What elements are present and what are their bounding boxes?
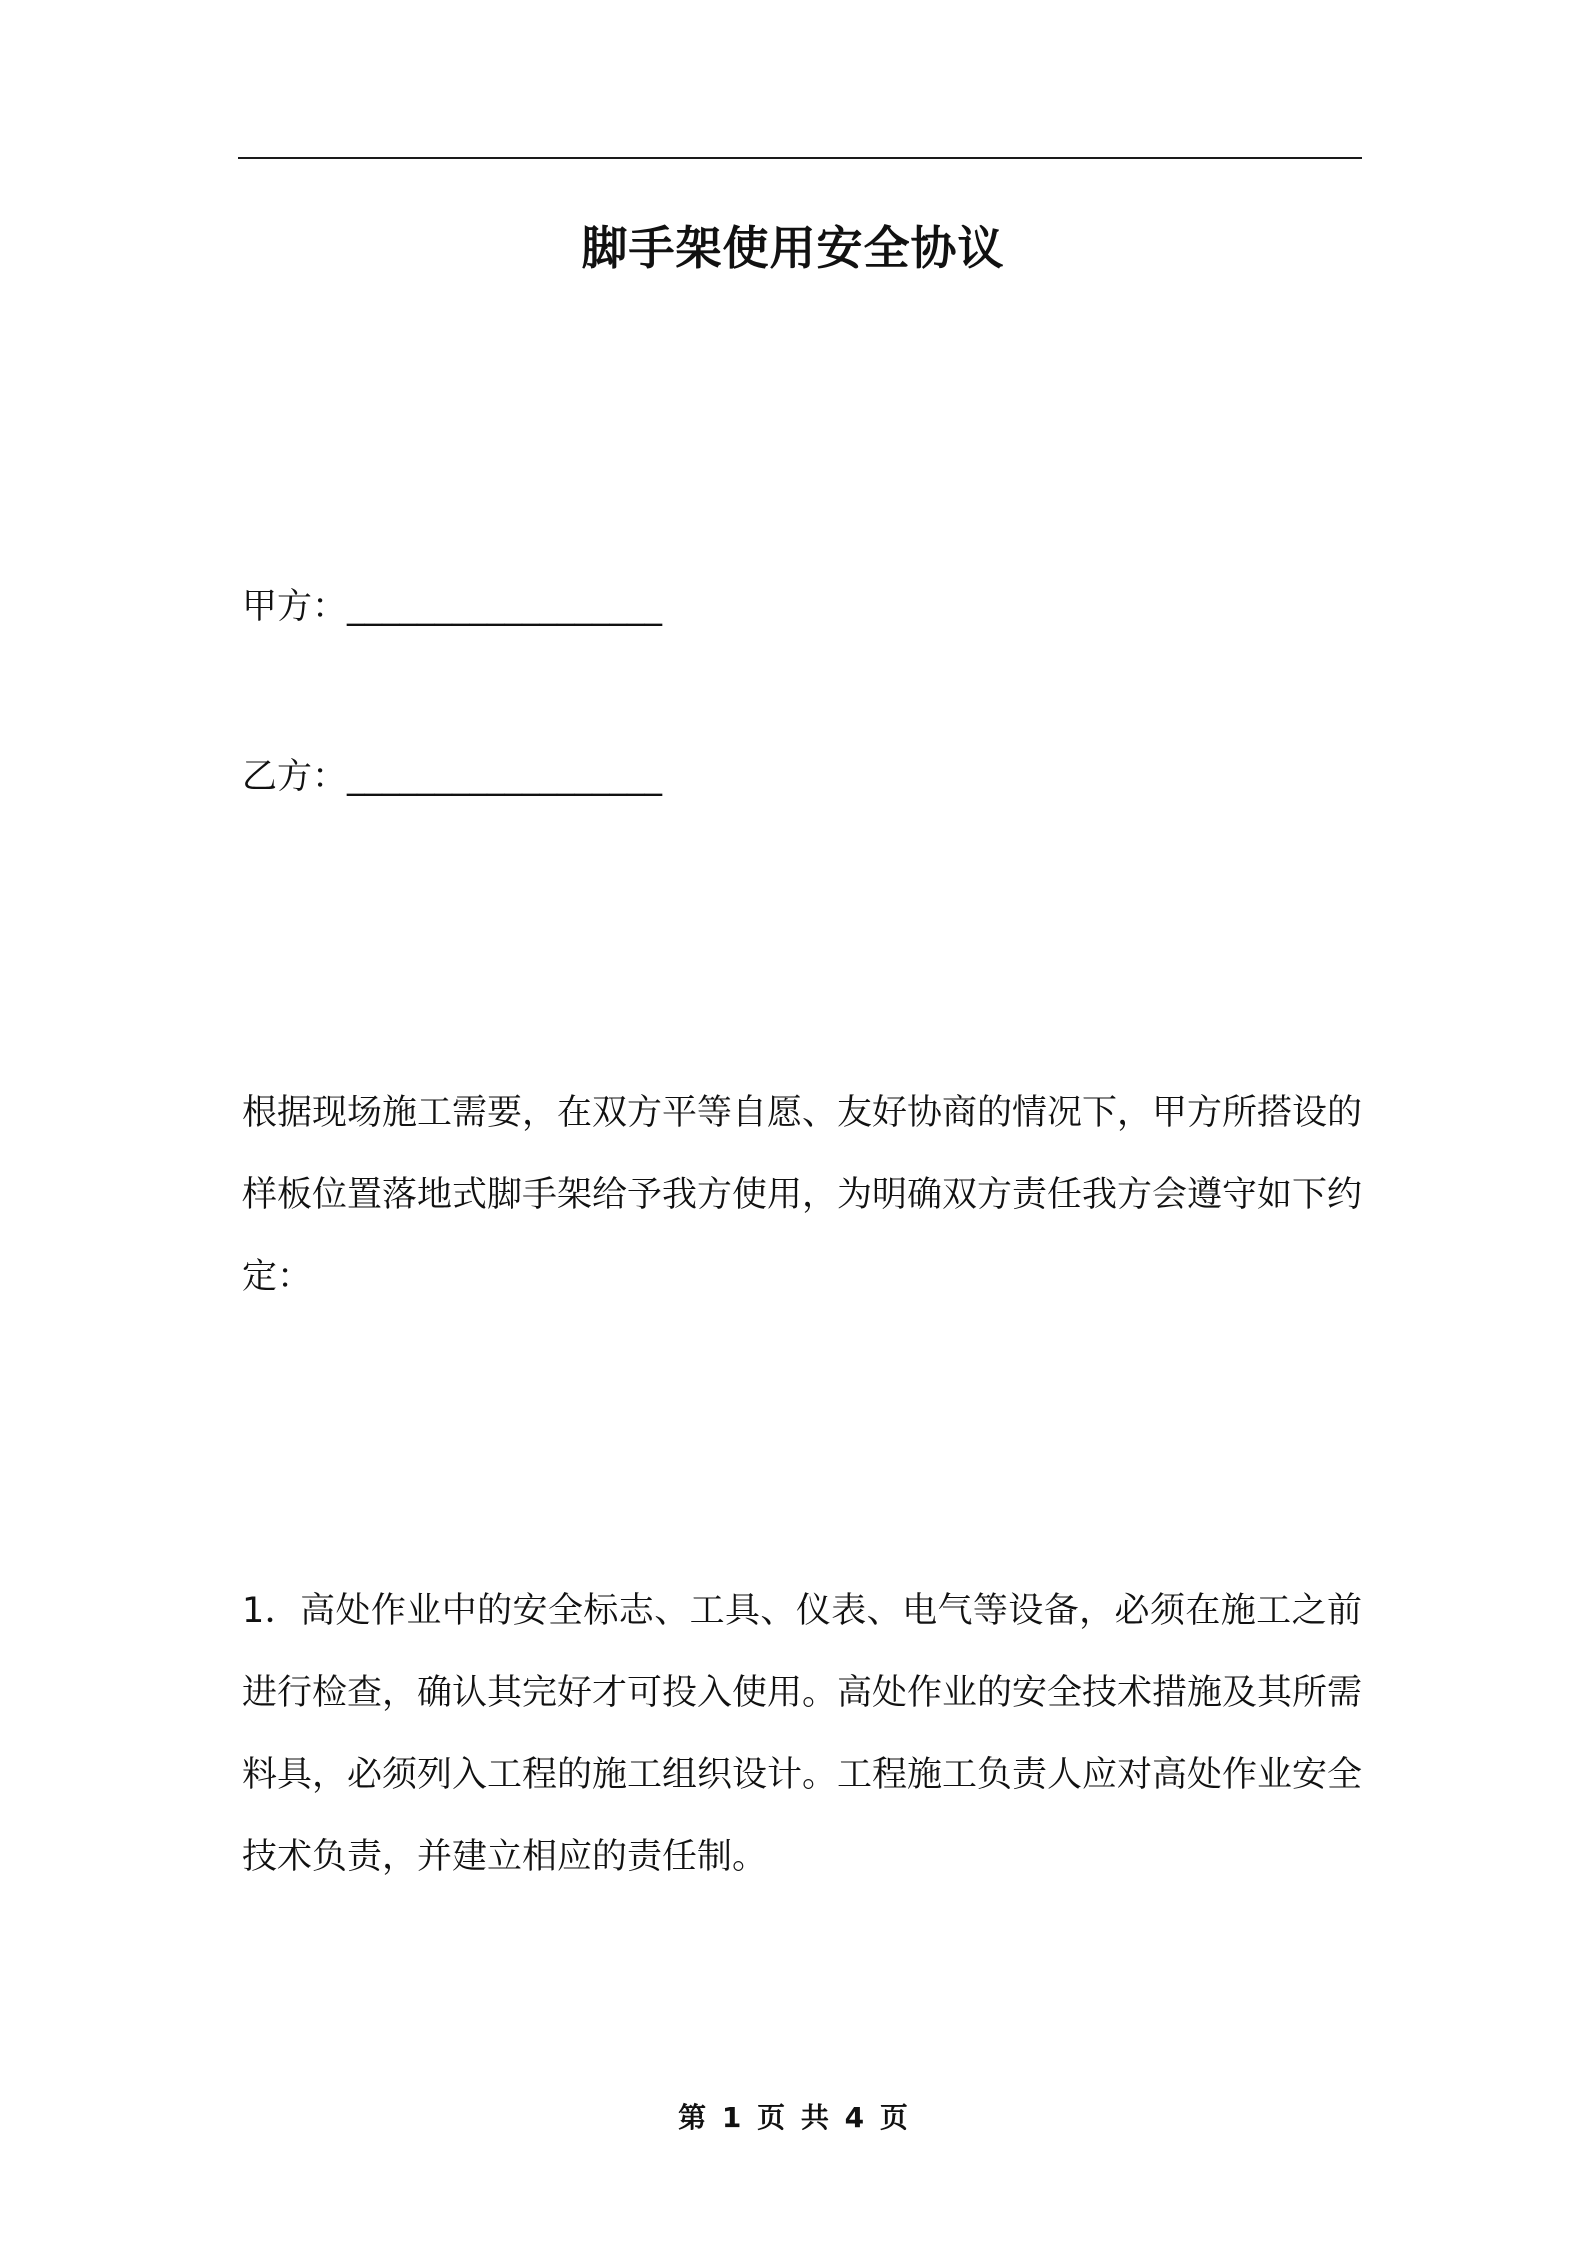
party-b-label: 乙方： <box>242 757 348 797</box>
party-a-line <box>242 582 662 632</box>
party-b-line <box>242 752 662 802</box>
intro-paragraph: 根据现场施工需要，在双方平等自愿、友好协商的情况下，甲方所搭设的样板位置落地式脚手架给予我方使用，为明确双方责任我方会遵守如下约定： <box>242 1093 1363 1297</box>
page-number-footer: 第 1 页 共 4 页 <box>678 2101 908 2134</box>
party-a-label: 甲方： <box>242 587 348 627</box>
party-b-blank: __________________ <box>347 757 663 797</box>
document-title: 脚手架使用安全协议 <box>581 221 1005 275</box>
clause-1-paragraph: 1．高处作业中的安全标志、工具、仪表、电气等设备，必须在施工之前进行检查，确认其完好才可投入使用。高处作业的安全技术措施及其所需料具，必须列入工程的施工组织设计。工程施工负责人应对高处作业安全技术负责，并建立相应的责任制。 <box>242 1591 1363 1877</box>
party-a-blank: __________________ <box>347 587 663 627</box>
header-rule <box>238 157 1362 159</box>
